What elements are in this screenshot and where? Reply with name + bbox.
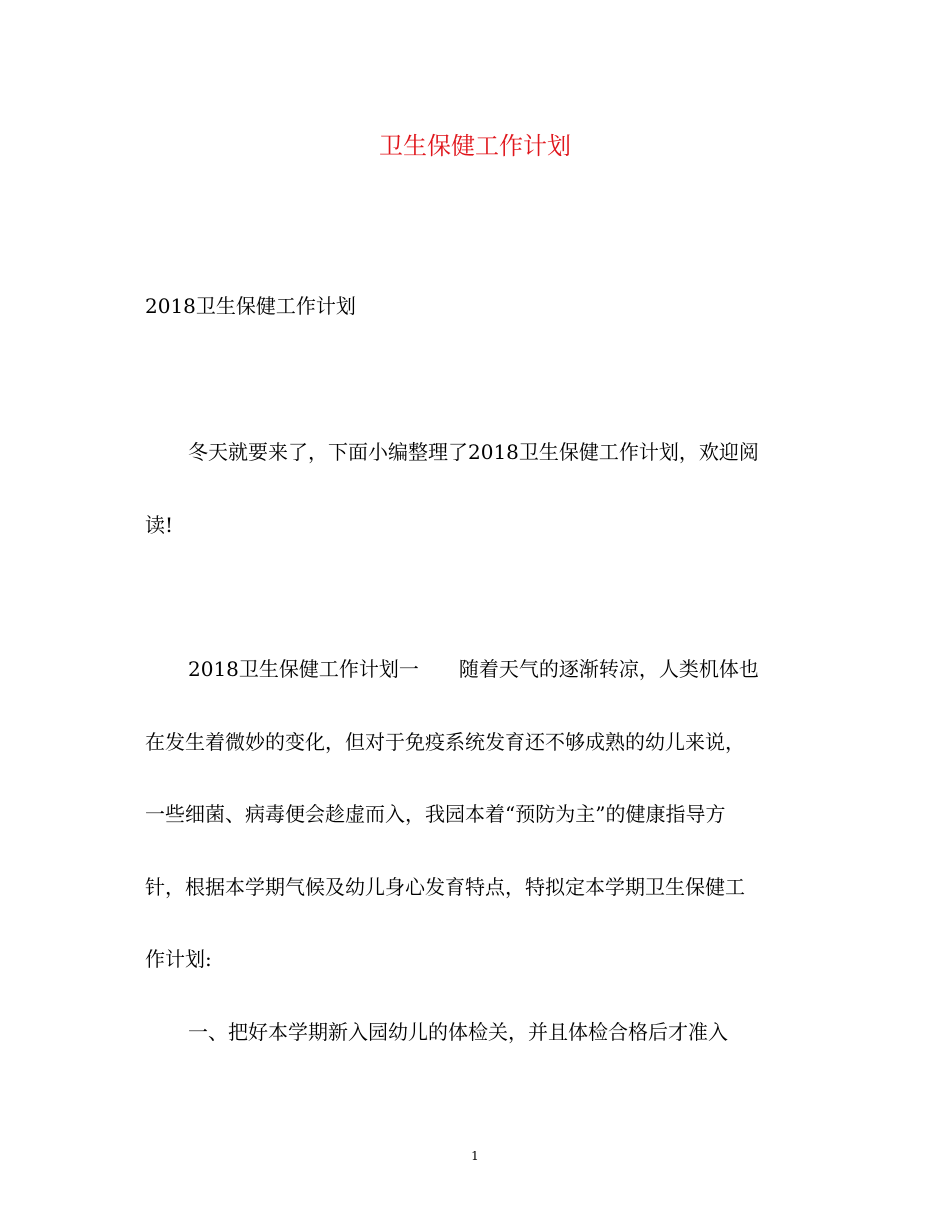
body-line-1: 2018卫生保健工作计划一 随着天气的逐渐转凉，人类机体也 [188,657,759,681]
document-subtitle: 2018卫生保健工作计划 [145,294,356,318]
body-line-6: 一、把好本学期新入园幼儿的体检关，并且体检合格后才准入 [188,1020,728,1044]
body-line-3: 一些细菌、病毒便会趁虚而入，我园本着“预防为主”的健康指导方 [145,802,726,826]
intro-line-2: 读! [145,513,174,537]
body-line-5: 作计划: [145,947,212,971]
body-line-4: 针，根据本学期气候及幼儿身心发育特点，特拟定本学期卫生保健工 [145,875,745,899]
document-title: 卫生保健工作计划 [379,132,571,160]
page-number: 1 [471,1149,479,1163]
intro-line-1: 冬天就要来了，下面小编整理了2018卫生保健工作计划，欢迎阅 [188,440,759,464]
body-line-2: 在发生着微妙的变化，但对于免疫系统发育还不够成熟的幼儿来说， [145,730,745,754]
